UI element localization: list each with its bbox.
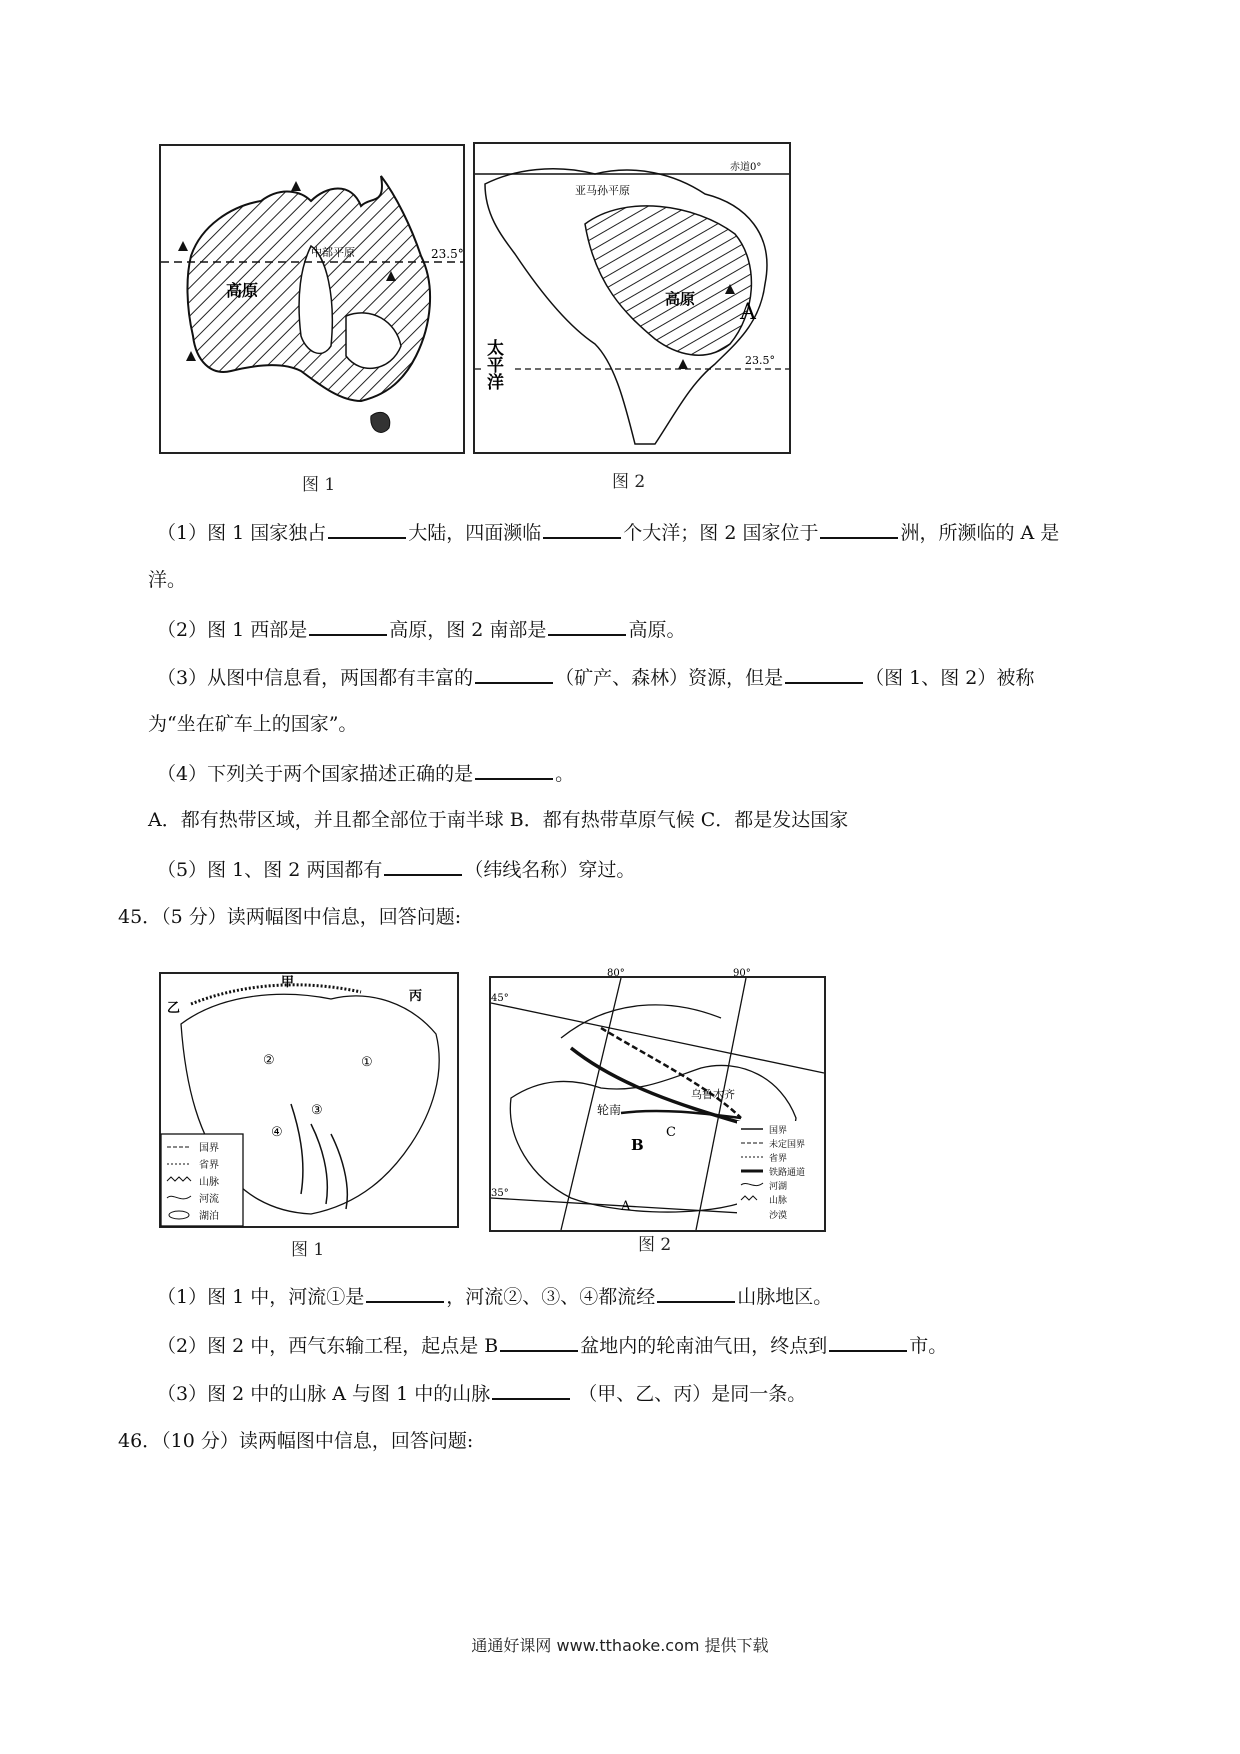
fig2-plateau-label: 高原 (665, 290, 696, 308)
mid-fig1-river1-label: ① (361, 1055, 373, 1070)
figure-xinjiang-mountains-map (159, 972, 459, 1228)
c-label: C (666, 1125, 676, 1140)
mountain-a-label: A (621, 1199, 631, 1214)
brazil-map-svg (475, 144, 789, 452)
svg-text:省界: 省界 (199, 1160, 219, 1171)
mid-fig1-river2-label: ② (263, 1053, 275, 1068)
svg-text:国界: 国界 (769, 1126, 788, 1136)
q44-line-4: （3）从图中信息看，两国都有丰富的 （矿产、森林）资源，但是 （图 1、图 2）被称 (157, 662, 1034, 692)
australia-map-svg (161, 146, 463, 452)
fig2-equator-label: 赤道0° (730, 162, 762, 173)
lon90-label: 90° (733, 968, 751, 979)
svg-text:省界: 省界 (769, 1154, 788, 1164)
q45-title: 45．（5 分）读两幅图中信息，回答问题: (118, 906, 462, 928)
answer-blank[interactable] (366, 1281, 444, 1303)
figure-xinjiang-pipeline-map (489, 968, 826, 1232)
mid-fig2-caption: 图 2 (638, 1235, 672, 1255)
svg-text:沙漠: 沙漠 (769, 1211, 788, 1221)
svg-text:湖泊: 湖泊 (199, 1211, 219, 1222)
lat35-label: 35° (491, 1188, 509, 1199)
fig2-top-caption: 图 2 (612, 472, 646, 492)
mountains-map-svg (161, 974, 457, 1226)
mid-fig1-bing-label: 丙 (409, 989, 423, 1004)
fig1-plateau-label: 高原 (226, 281, 259, 300)
lon80-label: 80° (607, 968, 625, 979)
q44-line-1: （1）图 1 国家独占 大陆，四面濒临 个大洋；图 2 国家位于 洲，所濒临的 A 是 (157, 517, 1059, 547)
fig2-point-a-label: A (740, 300, 756, 325)
answer-blank[interactable] (475, 662, 553, 684)
basin-b-label: B (631, 1136, 644, 1154)
mid-fig1-caption: 图 1 (291, 1240, 325, 1260)
lat45-label: 45° (491, 993, 509, 1004)
answer-blank[interactable] (309, 614, 387, 636)
svg-text:河流: 河流 (199, 1194, 219, 1205)
answer-blank[interactable] (328, 517, 406, 539)
mid-fig1-jia-label: 甲 (281, 975, 295, 990)
answer-blank[interactable] (657, 1281, 735, 1303)
answer-blank[interactable] (475, 758, 553, 780)
svg-text:山脉: 山脉 (199, 1177, 219, 1188)
fig1-top-caption: 图 1 (302, 475, 336, 495)
answer-blank[interactable] (829, 1330, 907, 1352)
urumqi-label: 乌鲁木齐 (691, 1088, 735, 1101)
q44-line-3: （2）图 1 西部是 高原，图 2 南部是 高原。 (157, 614, 685, 644)
fig1-plain-label: 中部平原 (311, 246, 355, 259)
answer-blank[interactable] (543, 517, 621, 539)
fig2-lat-label: 23.5° (745, 354, 775, 367)
q45-line-1: （1）图 1 中，河流①是 ，河流②、③、④都流经 山脉地区。 (157, 1281, 832, 1311)
answer-blank[interactable] (785, 662, 863, 684)
mid-fig2-legend (737, 1121, 824, 1230)
svg-text:国界: 国界 (199, 1143, 219, 1154)
q45-line-3: （3）图 2 中的山脉 A 与图 1 中的山脉 （甲、乙、丙）是同一条。 (157, 1378, 806, 1408)
mid-fig1-river4-label: ④ (271, 1125, 283, 1140)
answer-blank[interactable] (384, 854, 462, 876)
answer-blank[interactable] (492, 1378, 570, 1400)
figure-brazil-map (473, 142, 791, 454)
mid-fig1-yi-label: 乙 (167, 1001, 181, 1016)
q44-line-6: （4）下列关于两个国家描述正确的是 。 (157, 758, 574, 788)
answer-blank[interactable] (548, 614, 626, 636)
q44-line-5: 为“坐在矿车上的国家”。 (148, 713, 358, 735)
figure-australia-map (159, 144, 465, 454)
q45-line-2: （2）图 2 中，西气东输工程，起点是 B 盆地内的轮南油气田，终点到 市。 (157, 1330, 947, 1360)
luntai-label: 轮南 (597, 1103, 622, 1117)
pipeline-map-svg (491, 968, 824, 1230)
svg-text:河湖: 河湖 (769, 1182, 788, 1192)
mid-fig1-river3-label: ③ (311, 1103, 323, 1118)
svg-text:铁路通道: 铁路通道 (769, 1168, 806, 1178)
answer-blank[interactable] (820, 517, 898, 539)
q46-title: 46．（10 分）读两幅图中信息，回答问题: (118, 1430, 474, 1452)
fig2-pacific-label: 太平洋 (483, 339, 503, 390)
mid-fig1-legend (161, 1134, 243, 1226)
svg-text:山脉: 山脉 (769, 1196, 788, 1206)
q44-line-2: 洋。 (148, 569, 187, 591)
q44-line-7: A．都有热带区域，并且都全部位于南半球 B．都有热带草原气候 C．都是发达国家 (148, 809, 849, 831)
answer-blank[interactable] (500, 1330, 578, 1352)
page-footer: 通通好课网 www.tthaoke.com 提供下载 (471, 1636, 769, 1655)
q44-line-8: （5）图 1、图 2 两国都有 （纬线名称）穿过。 (157, 854, 635, 884)
fig1-lat-label: 23.5° (431, 247, 464, 261)
fig2-amazon-label: 亚马孙平原 (575, 184, 630, 197)
svg-text:未定国界: 未定国界 (769, 1140, 806, 1150)
